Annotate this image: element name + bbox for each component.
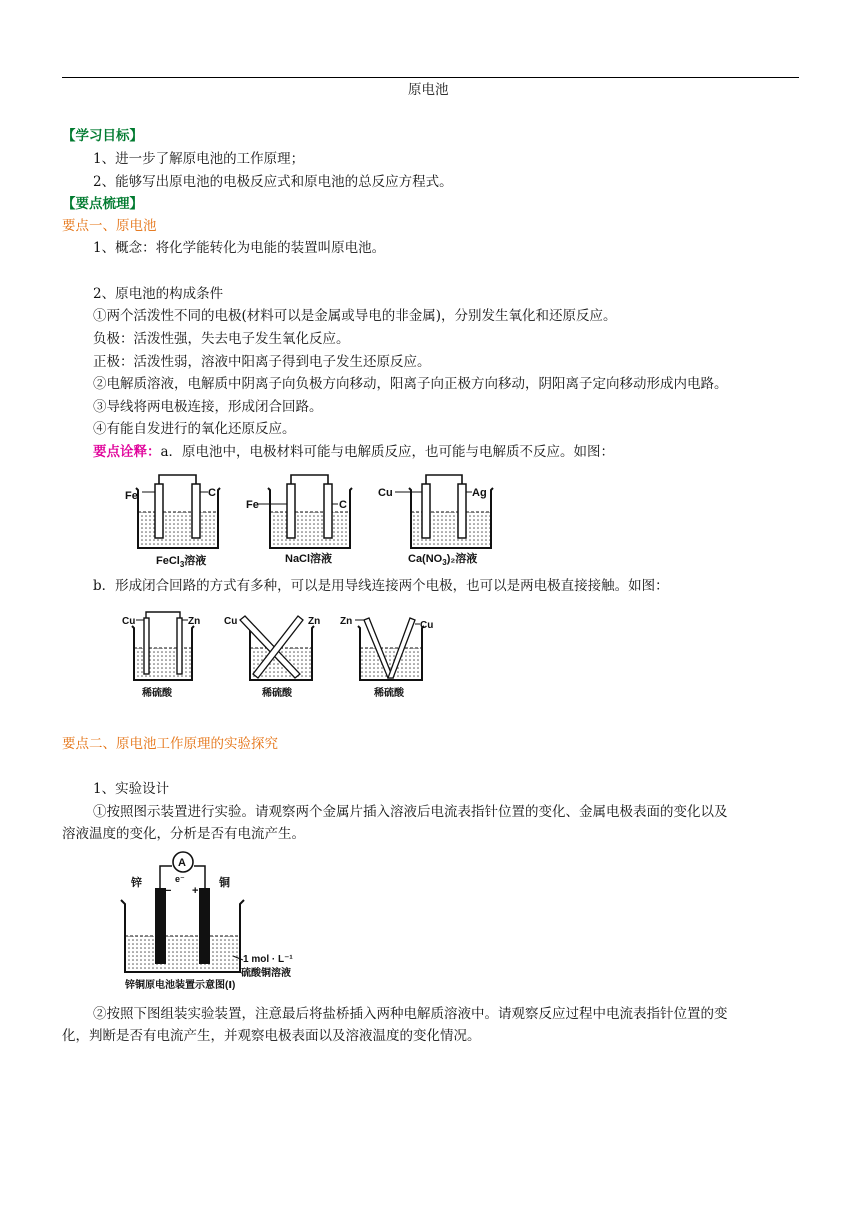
cell1-left-label: Fe bbox=[125, 490, 138, 502]
condition-4: ④有能自发进行的氧化还原反应。 bbox=[93, 421, 296, 437]
design-title: 1、实验设计 bbox=[93, 781, 170, 797]
cell-fe-c-nacl bbox=[246, 475, 352, 565]
cell5-solution: 稀硫酸 bbox=[262, 688, 292, 699]
cell6-left-label: Zn bbox=[340, 616, 353, 627]
figure-3-zinc-copper-cell bbox=[115, 850, 345, 990]
cell4-left-label: Cu bbox=[122, 616, 136, 627]
point1-heading: 要点一、原电池 bbox=[62, 218, 157, 234]
solution-label: 硫酸铜溶液 bbox=[241, 968, 291, 979]
zinc-label: 锌 bbox=[131, 877, 142, 889]
plus-sign: + bbox=[192, 885, 199, 897]
cell6-solution: 稀硫酸 bbox=[374, 688, 404, 699]
cell3-solution: $Ca(NO_3)_2$溶液 bbox=[408, 553, 478, 567]
step1-line1: ①按照图示装置进行实验。请观察两个金属片插入溶液后电流表指针位置的变化、金属电极表面的变化以及 bbox=[93, 804, 728, 820]
minus-sign: − bbox=[165, 885, 172, 897]
electron-label: e⁻ bbox=[175, 874, 185, 884]
figure-2-cells bbox=[120, 606, 450, 706]
conditions-title: 2、原电池的构成条件 bbox=[93, 286, 224, 302]
cell-touching-electrodes bbox=[340, 616, 433, 699]
cell4-right-label: Zn bbox=[188, 616, 201, 627]
cell-wire-connected bbox=[122, 612, 200, 699]
condition-3: ③导线将两电极连接，形成闭合回路。 bbox=[93, 399, 323, 415]
cell3-right-label: Ag bbox=[472, 487, 487, 499]
copper-label: 铜 bbox=[219, 877, 230, 889]
point2-heading: 要点二、原电池工作原理的实验探究 bbox=[62, 736, 278, 752]
cell2-left-label: Fe bbox=[246, 499, 259, 511]
condition-2: ②电解质溶液，电解质中阴离子向负极方向移动，阳离子向正极方向移动，阴阳离子定向移动形成内电路。 bbox=[93, 376, 728, 392]
cell-fe-c-fecl3 bbox=[125, 475, 220, 569]
cell5-left-label: Cu bbox=[224, 616, 238, 627]
positive-electrode: 正极：活泼性弱，溶液中阳离子得到电子发生还原反应。 bbox=[93, 354, 431, 370]
page-title: 原电池 bbox=[408, 82, 449, 98]
step2-line2: 化，判断是否有电流产生，并观察电极表面以及溶液温度的变化情况。 bbox=[62, 1028, 481, 1044]
cell6-right-label: Cu bbox=[420, 620, 434, 631]
objective-1: 1、进一步了解原电池的工作原理； bbox=[93, 151, 305, 167]
header-rule bbox=[62, 77, 799, 78]
note-a bbox=[93, 442, 614, 462]
ammeter-label: A bbox=[178, 857, 186, 869]
step2-line1: ②按照下图组装实验装置，注意最后将盐桥插入两种电解质溶液中。请观察反应过程中电流表指针位置的变 bbox=[93, 1006, 728, 1022]
concept-text: 1、概念：将化学能转化为电能的装置叫原电池。 bbox=[93, 240, 386, 256]
cell5-right-label: Zn bbox=[308, 616, 321, 627]
note-b: b．形成闭合回路的方式有多种，可以是用导线连接两个电极，也可以是两电极直接接触。如图： bbox=[93, 578, 669, 594]
note-label: 要点诠释： bbox=[93, 444, 161, 460]
step1-line2: 溶液温度的变化，分析是否有电流产生。 bbox=[62, 826, 305, 842]
cell4-solution: 稀硫酸 bbox=[142, 688, 172, 699]
objective-2: 2、能够写出原电池的电极反应式和原电池的总反应方程式。 bbox=[93, 174, 453, 190]
cell1-solution: FeCl$_3$溶液 bbox=[156, 555, 207, 569]
note-a-text: a．原电池中，电极材料可能与电解质反应，也可能与电解质不反应。如图： bbox=[160, 444, 615, 460]
negative-electrode: 负极：活泼性强，失去电子发生氧化反应。 bbox=[93, 331, 350, 347]
cell1-right-label: C bbox=[208, 487, 216, 499]
cell2-solution: NaCl溶液 bbox=[285, 553, 333, 565]
cell-crossed-electrodes bbox=[224, 616, 320, 699]
figure-3-caption: 锌铜原电池装置示意图(Ⅰ) bbox=[125, 980, 236, 990]
condition-1: ①两个活泼性不同的电极(材料可以是金属或导电的非金属)，分别发生氧化和还原反应。 bbox=[93, 308, 617, 324]
cell2-right-label: C bbox=[339, 499, 347, 511]
figure-1-cells bbox=[120, 470, 500, 570]
objectives-heading: 【学习目标】 bbox=[62, 128, 143, 144]
concentration-label: 1 mol · L⁻¹ bbox=[243, 954, 293, 965]
summary-heading: 【要点梳理】 bbox=[62, 196, 143, 212]
cell-cu-ag-cano3 bbox=[378, 475, 493, 567]
cell3-left-label: Cu bbox=[378, 487, 393, 499]
